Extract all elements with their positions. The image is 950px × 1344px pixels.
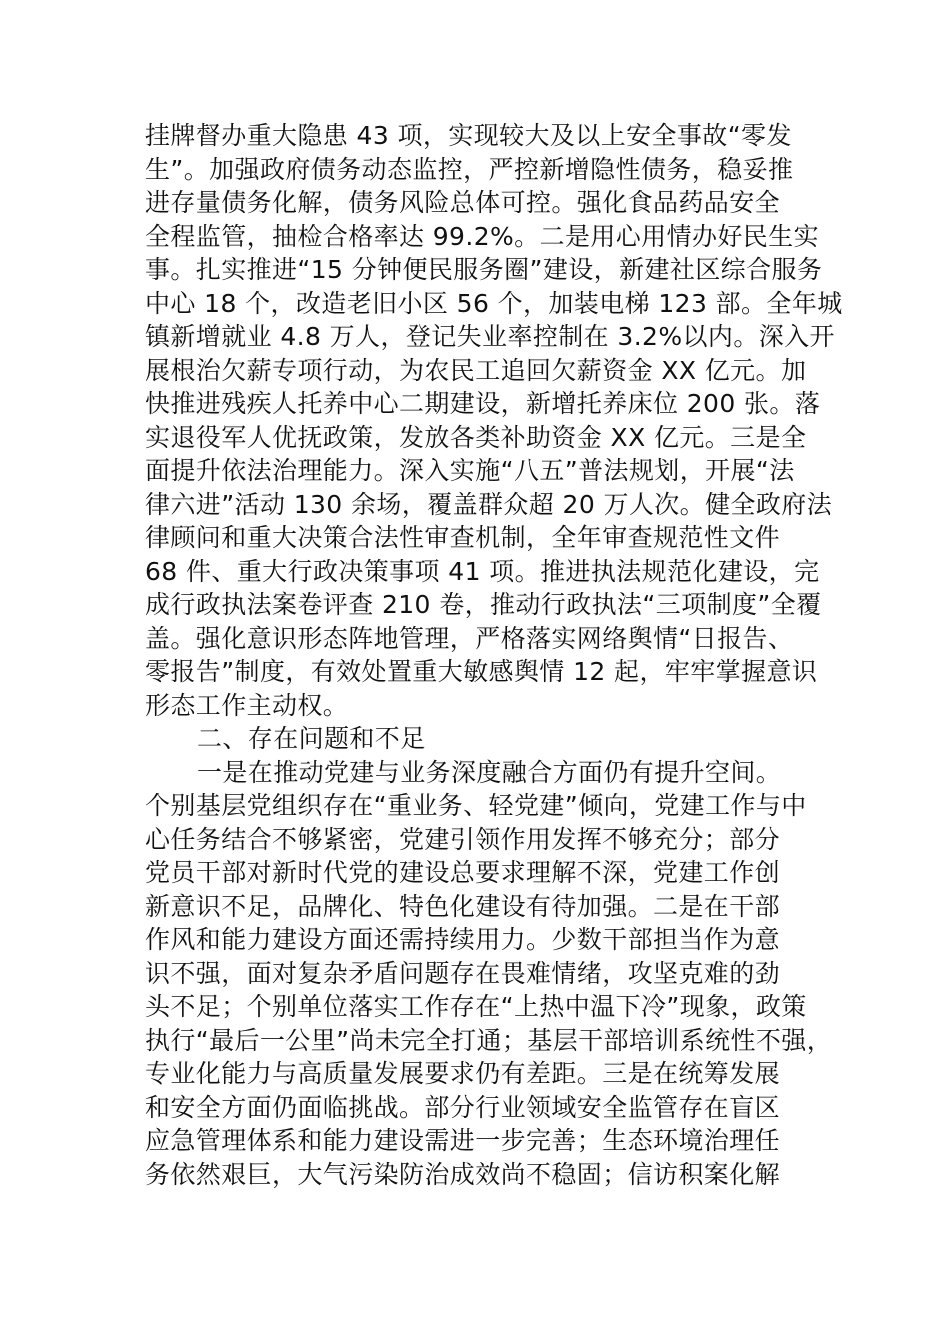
section-heading: 二、存在问题和不足 — [197, 724, 426, 753]
text-line: 实退役军人优抚政策，发放各类补助资金 XX 亿元。三是全 — [145, 422, 807, 452]
text-line: 一是在推动党建与业务深度融合方面仍有提升空间。 — [197, 757, 782, 787]
text-line: 全程监管，抽检合格率达 99.2%。二是用心用情办好民生实 — [145, 221, 819, 251]
text-line: 进存量债务化解，债务风险总体可控。强化食品药品安全 — [145, 188, 781, 217]
text-line: 新意识不足，品牌化、特色化建设有待加强。二是在干部 — [145, 891, 781, 921]
text-line: 面提升依法治理能力。深入实施“八五”普法规划，开展“法 — [145, 456, 795, 485]
text-line: 务依然艰巨，大气污染防治成效尚不稳固；信访积案化解 — [145, 1159, 781, 1189]
text-line: 中心 18 个，改造老旧小区 56 个，加装电梯 123 部。全年城 — [145, 288, 843, 318]
text-line: 个别基层党组织存在“重业务、轻党建”倾向，党建工作与中 — [145, 791, 807, 820]
text-line: 形态工作主动权。 — [145, 690, 349, 720]
text-line: 快推进残疾人托养中心二期建设，新增托养床位 200 张。落 — [145, 389, 821, 418]
text-line: 心任务结合不够紧密，党建引领作用发挥不够充分；部分 — [145, 824, 781, 854]
text-line: 展根治欠薪专项行动，为农民工追回欠薪资金 XX 亿元。加 — [145, 355, 807, 385]
text-line: 律六进”活动 130 余场，覆盖群众超 20 万人次。健全政府法 — [145, 489, 833, 519]
text-line: 成行政执法案卷评查 210 卷，推动行政执法“三项制度”全覆 — [145, 590, 822, 619]
text-line: 应急管理体系和能力建设需进一步完善；生态环境治理任 — [145, 1126, 781, 1155]
text-line: 盖。强化意识形态阵地管理，严格落实网络舆情“日报告、 — [145, 623, 794, 653]
text-line: 头不足；个别单位落实工作存在“上热中温下冷”现象，政策 — [145, 992, 807, 1021]
document-page — [145, 119, 843, 1191]
text-line: 和安全方面仍面临挑战。部分行业领域安全监管存在盲区 — [145, 1092, 781, 1122]
paragraph-achievements — [145, 119, 843, 722]
text-line: 执行“最后一公里”尚未完全打通；基层干部培训系统性不强， — [145, 1025, 833, 1055]
text-line: 党员干部对新时代党的建设总要求理解不深，党建工作创 — [145, 858, 781, 887]
paragraph-problems — [145, 756, 833, 1192]
text-line: 生”。加强政府债务动态监控，严控新增隐性债务，稳妥推 — [145, 154, 794, 184]
text-line: 零报告”制度，有效处置重大敏感舆情 12 起，牢牢掌握意识 — [145, 657, 818, 686]
text-line: 事。扎实推进“15 分钟便民服务圈”建设，新建社区综合服务 — [145, 255, 823, 284]
text-line: 律顾问和重大决策合法性审查机制，全年审查规范性文件 — [145, 523, 781, 552]
text-line: 镇新增就业 4.8 万人，登记失业率控制在 3.2%以内。深入开 — [145, 322, 835, 351]
text-line: 68 件、重大行政决策事项 41 项。推进执法规范化建设，完 — [145, 556, 820, 586]
text-line: 挂牌督办重大隐患 43 项，实现较大及以上安全事故“零发 — [145, 121, 792, 150]
text-line: 识不强，面对复杂矛盾问题存在畏难情绪，攻坚克难的劲 — [145, 958, 781, 988]
text-line: 作风和能力建设方面还需持续用力。少数干部担当作为意 — [145, 925, 781, 954]
text-line: 专业化能力与高质量发展要求仍有差距。三是在统筹发展 — [145, 1059, 781, 1088]
